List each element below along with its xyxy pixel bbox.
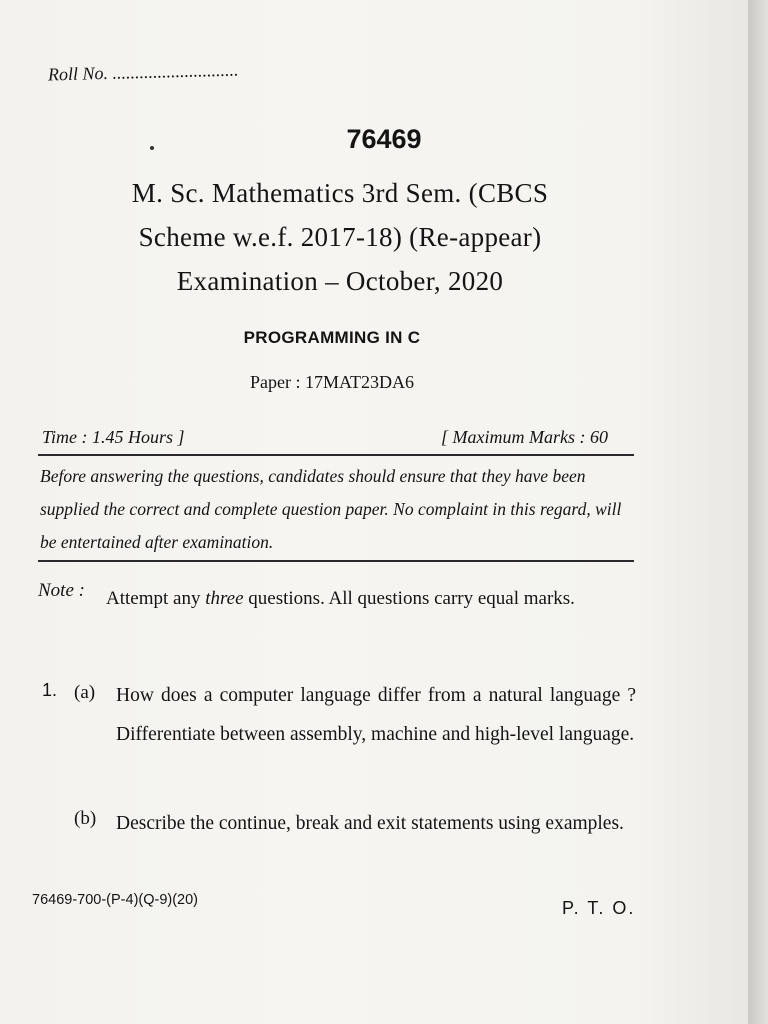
candidate-instructions: Before answering the questions, candidates should ensure that they have been supplied the correct and complete question paper. No complaint in this regard, will be entertained after examination. xyxy=(40,466,622,552)
question-number: 1. xyxy=(42,680,58,700)
note-text xyxy=(106,580,636,618)
question-part-letter: (a) xyxy=(74,682,96,703)
question-part-letter: (b) xyxy=(74,808,97,829)
paper-code: Paper : 17MAT23DA6 xyxy=(250,372,414,392)
footer-print-code: 76469-700-(P-4)(Q-9)(20) xyxy=(32,892,199,908)
please-turn-over: P. T. O. xyxy=(562,898,636,918)
time-allowed: Time : 1.45 Hours ] xyxy=(42,427,185,447)
exam-title-line-1: M. Sc. Mathematics 3rd Sem. (CBCS xyxy=(131,178,549,208)
note-emphasis: three xyxy=(205,588,244,609)
note-text-before: Attempt any xyxy=(106,588,206,609)
paper-number: 76469 xyxy=(346,124,422,154)
note-text-after: questions. All questions carry equal marks. xyxy=(243,588,575,609)
divider-bottom xyxy=(38,560,634,562)
question-part-text: How does a computer language differ from a natural language ? Differentiate between assembly, machine and high-level language. xyxy=(116,685,636,745)
roll-number-field: Roll No. ............................ xyxy=(47,59,239,85)
page-edge-shadow xyxy=(748,0,768,1024)
divider-top xyxy=(38,454,634,456)
question-part-text: Describe the continue, break and exit statements using examples. xyxy=(116,813,624,834)
exam-title-line-3: Examination – October, 2020 xyxy=(176,266,504,296)
note-label: Note : xyxy=(38,580,85,601)
subject-heading: PROGRAMMING IN C xyxy=(243,328,421,347)
exam-title-line-2: Scheme w.e.f. 2017-18) (Re-appear) xyxy=(138,222,542,252)
maximum-marks: [ Maximum Marks : 60 xyxy=(441,427,608,447)
